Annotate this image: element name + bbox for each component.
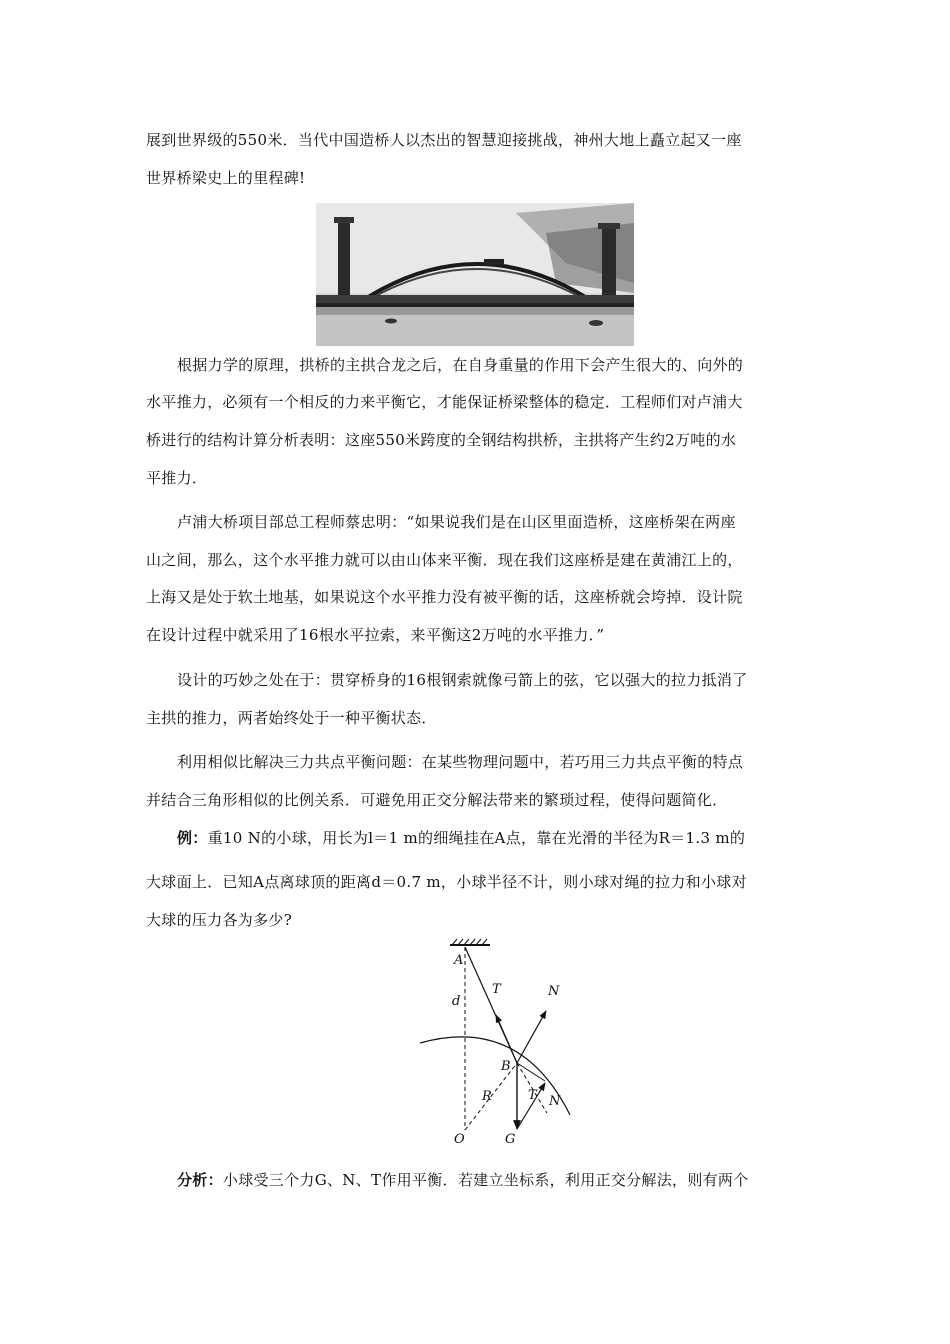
label-B: B bbox=[501, 1059, 511, 1074]
normal-arrow bbox=[517, 1011, 546, 1063]
text-line: 上海又是处于软土地基，如果说这个水平推力没有被平衡的话，这座桥就会垮掉．设计院 bbox=[146, 588, 743, 606]
label-N: N bbox=[548, 984, 560, 999]
label-d: d bbox=[452, 994, 461, 1009]
force-diagram bbox=[400, 935, 590, 1150]
text-line: 根据力学的原理，拱桥的主拱合龙之后，在自身重量的作用下会产生很大的、向外的 bbox=[177, 356, 744, 374]
text-line: 大球的压力各为多少? bbox=[146, 911, 293, 929]
bridge-photo bbox=[316, 203, 634, 346]
text-span: 小球受三个力G、N、T作用平衡．若建立坐标系，利用正交分解法，则有两个 bbox=[222, 1171, 749, 1189]
label-O: O bbox=[454, 1132, 465, 1147]
label-G: G bbox=[505, 1132, 516, 1147]
text-line: 利用相似比解决三力共点平衡问题：在某些物理问题中，若巧用三力共点平衡的特点 bbox=[177, 753, 744, 771]
text-line: 桥进行的结构计算分析表明：这座550米跨度的全钢结构拱桥，主拱将产生约2万吨的水 bbox=[146, 431, 737, 449]
tension-arrow bbox=[496, 1015, 517, 1063]
text-line: 并结合三角形相似的比例关系．可避免用正交分解法带来的繁琐过程，使得问题简化． bbox=[146, 791, 728, 809]
analysis-label: 分析： bbox=[177, 1171, 223, 1189]
label-R: R bbox=[482, 1089, 492, 1104]
text-line: 卢浦大桥项目部总工程师蔡忠明：“如果说我们是在山区里面造桥，这座桥架在两座 bbox=[177, 513, 736, 531]
sphere-arc bbox=[420, 1037, 570, 1115]
text-line: 在设计过程中就采用了16根水平拉索，来平衡这2万吨的水平推力．” bbox=[146, 626, 605, 644]
text-line: 设计的巧妙之处在于：贯穿桥身的16根钢索就像弓箭上的弦，它以强大的拉力抵消了 bbox=[177, 671, 748, 689]
label-T-prime: T bbox=[528, 1088, 537, 1103]
text-line: 水平推力，必须有一个相反的力来平衡它，才能保证桥梁整体的稳定．工程师们对卢浦大 bbox=[146, 393, 743, 411]
text-span: 重10 N的小球，用长为l＝1 m的细绳挂在A点，靠在光滑的半径为R＝1.3 m的 bbox=[207, 829, 746, 847]
label-A: A bbox=[454, 953, 464, 968]
text-line: 世界桥梁史上的里程碑! bbox=[146, 169, 306, 187]
label-N-prime: N bbox=[549, 1094, 561, 1109]
text-line: 主拱的推力，两者始终处于一种平衡状态． bbox=[146, 709, 437, 727]
text-line: 山之间，那么，这个水平推力就可以由山体来平衡．现在我们这座桥是建在黄浦江上的， bbox=[146, 551, 743, 569]
text-line: 大球面上．已知A点离球顶的距离d＝0.7 m，小球半径不计，则小球对绳的拉力和小球对 bbox=[146, 873, 747, 891]
label-T: T bbox=[492, 982, 501, 997]
example-line bbox=[177, 828, 745, 848]
example-label: 例： bbox=[177, 829, 208, 847]
analysis-line bbox=[177, 1170, 749, 1190]
text-line: 平推力． bbox=[146, 469, 208, 487]
text-line: 展到世界级的550米．当代中国造桥人以杰出的智慧迎接挑战，神州大地上矗立起又一座 bbox=[146, 131, 742, 149]
